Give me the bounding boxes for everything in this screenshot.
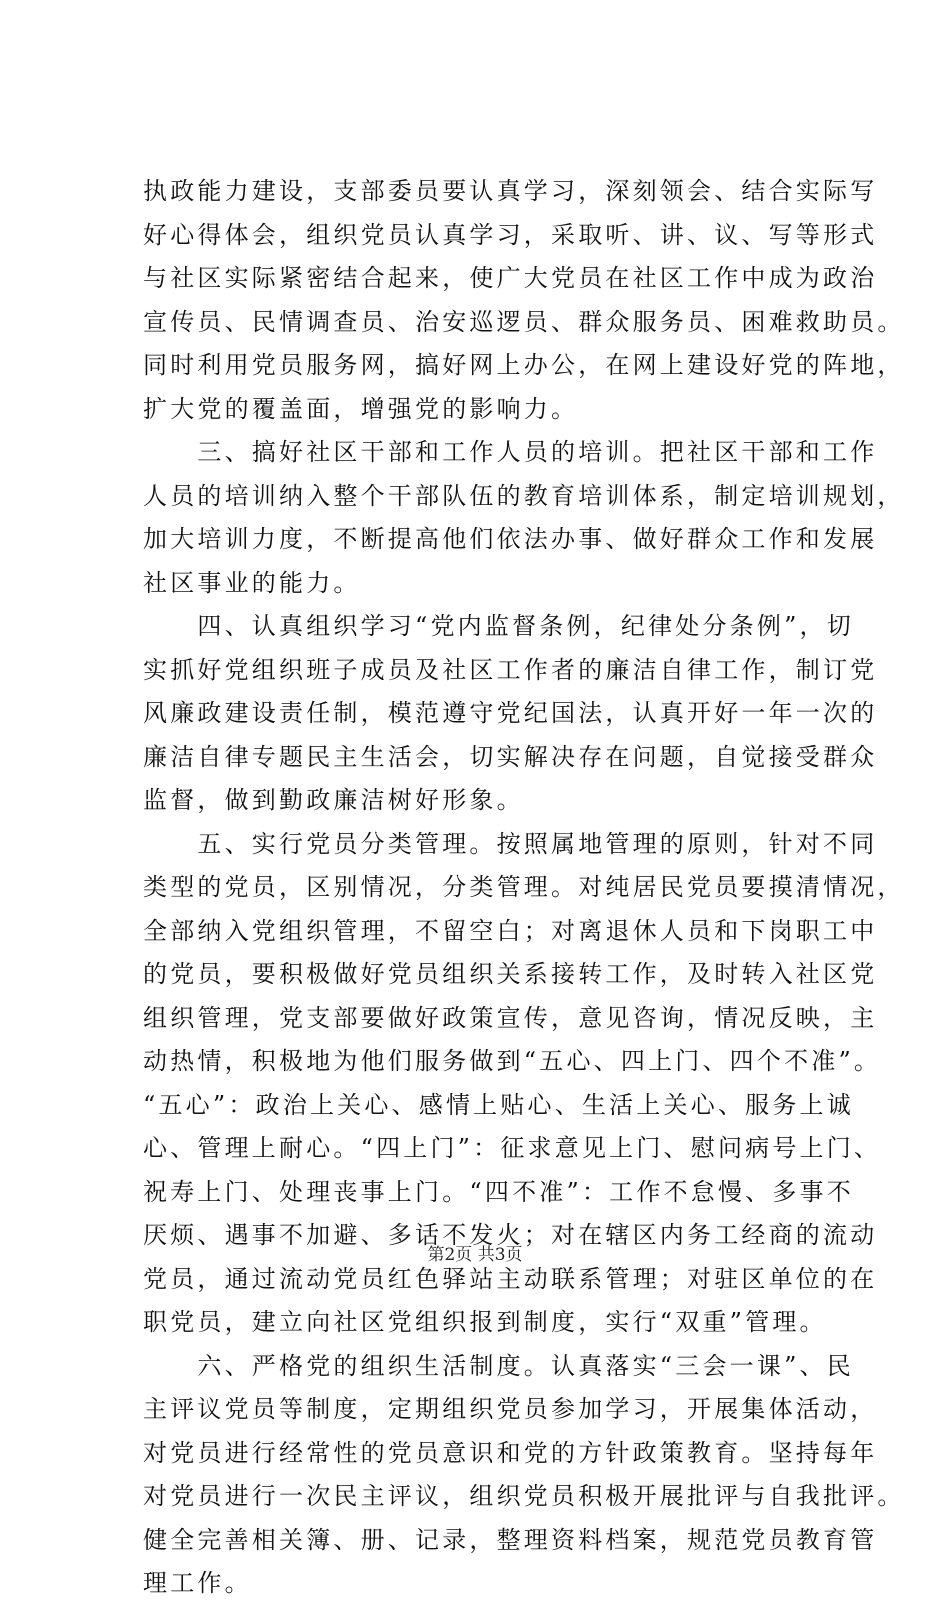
text-line: 对党员进行一次民主评议，组织党员积极开展批评与自我批评。 [143,1482,905,1510]
text-line: 组织管理，党支部要做好政策宣传，意见咨询，情况反映，主 [143,1003,878,1032]
text-line: 五、实行党员分类管理。按照属地管理的原则，针对不同 [143,829,878,858]
page-footer [0,1243,950,1267]
text-line: 扩大党的覆盖面，增强党的影响力。 [143,394,579,423]
text-line: 祝寿上门、处理丧事上门。“四不准”：工作不怠慢、多事不 [143,1177,854,1206]
text-line: 宣传员、民情调查员、治安巡逻员、群众服务员、困难救助员。 [143,307,905,336]
text-line: 好心得体会，组织党员认真学习，采取听、讲、议、写等形式 [143,220,878,249]
text-line: 廉洁自律专题民主生活会，切实解决存在问题，自觉接受群众 [143,742,878,771]
text-line: 动热情，积极地为他们服务做到“五心、四上门、四个不准”。 [143,1047,882,1075]
text-line: 社区事业的能力。 [143,568,361,597]
text-line: 与社区实际紧密结合起来，使广大党员在社区工作中成为政治 [143,264,878,292]
text-line: 对党员进行经常性的党员意识和党的方针政策教育。坚持每年 [143,1438,878,1467]
text-line: 三、搞好社区干部和工作人员的培训。把社区干部和工作 [143,438,878,466]
text-line: “五心”：政治上关心、感情上贴心、生活上关心、服务上诚 [143,1090,854,1119]
text-line: 心、管理上耐心。“四上门”：征求意见上门、慰问病号上门、 [143,1134,882,1162]
text-line: 的党员，要积极做好党员组织关系接转工作，及时转入社区党 [143,960,878,988]
text-line: 六、严格党的组织生活制度。认真落实“三会一课”、民 [143,1351,854,1380]
text-line: 加大培训力度，不断提高他们依法办事、做好群众工作和发展 [143,525,878,553]
text-line: 职党员，建立向社区党组织报到制度，实行“双重”管理。 [143,1308,827,1336]
text-line: 实抓好党组织班子成员及社区工作者的廉洁自律工作，制订党 [143,655,878,684]
text-line: 党员，通过流动党员红色驿站主动联系管理；对驻区单位的在 [143,1264,878,1293]
document-body [143,170,905,1606]
text-line: 主评议党员等制度，定期组织党员参加学习，开展集体活动， [143,1395,878,1423]
text-line: 人员的培训纳入整个干部队伍的教育培训体系，制定培训规划， [143,481,905,510]
text-line: 健全完善相关簿、册、记录，整理资料档案，规范党员教育管 [143,1525,878,1554]
text-line: 同时利用党员服务网，搞好网上办公，在网上建设好党的阵地， [143,351,905,379]
page-number: 第2页 共3页 [427,1245,523,1265]
text-line: 风廉政建设责任制，模范遵守党纪国法，认真开好一年一次的 [143,699,878,727]
text-line: 理工作。 [143,1569,252,1597]
text-line: 全部纳入党组织管理，不留空白；对离退休人员和下岗职工中 [143,916,878,945]
text-line: 监督，做到勤政廉洁树好形象。 [143,786,524,814]
text-line: 四、认真组织学习“党内监督条例，纪律处分条例”，切 [143,612,854,640]
text-line: 厌烦、遇事不加避、多话不发火；对在辖区内务工经商的流动 [143,1221,878,1249]
text-line: 类型的党员，区别情况，分类管理。对纯居民党员要摸清情况， [143,873,905,901]
text-line: 执政能力建设，支部委员要认真学习，深刻领会、结合实际写 [143,177,878,205]
